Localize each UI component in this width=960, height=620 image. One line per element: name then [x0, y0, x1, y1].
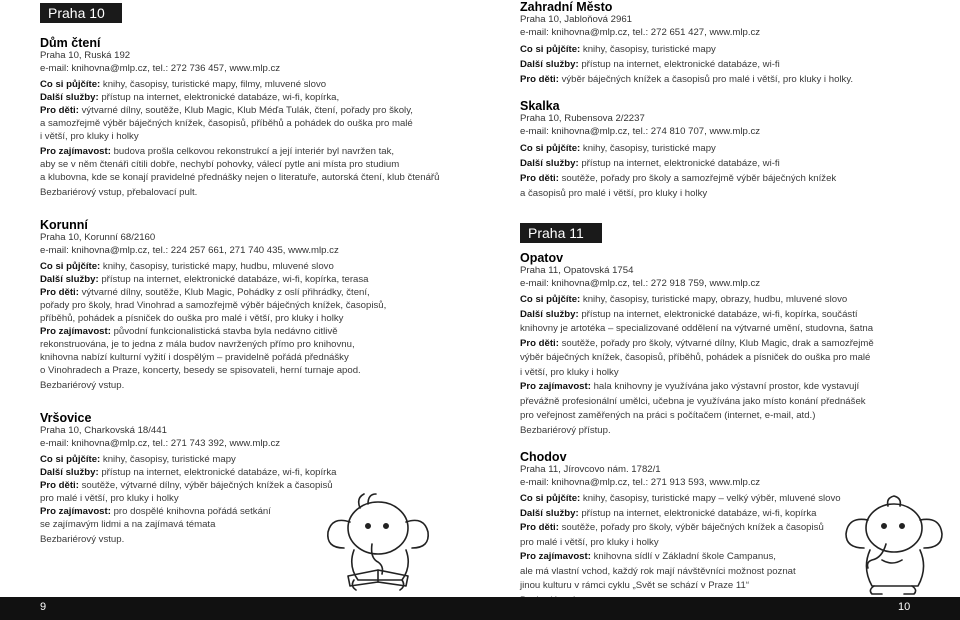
- detail-text: pro malé i větší, pro kluky i holky: [520, 536, 659, 548]
- page-number-right: 10: [898, 601, 911, 613]
- detail-line: [520, 424, 920, 439]
- detail-label: Pro děti:: [520, 74, 559, 85]
- detail-line: [40, 130, 440, 143]
- detail-label: Pro děti:: [520, 522, 559, 533]
- detail-line: [520, 322, 920, 337]
- district-header-praha-10: Praha 10: [40, 3, 122, 23]
- detail-text: se zajímavým lidmi a na zajímavá témata: [40, 519, 216, 530]
- library-entry: [40, 36, 440, 199]
- library-name: Opatov: [520, 251, 564, 265]
- detail-line: [520, 141, 920, 156]
- detail-text: Bezbariérový vstup.: [40, 534, 125, 545]
- detail-text: výběr báječných knížek a časopisů pro malé i větší, pro kluky i holky.: [558, 74, 854, 85]
- detail-line: [40, 466, 440, 479]
- detail-label: Pro děti:: [40, 105, 79, 116]
- detail-text: ale má vlastní vchod, každý rok mají návštěvníci možnost poznat: [520, 565, 796, 577]
- detail-text: pořady pro školy, hrad Vinohrad a samozřejmě výběr báječných knížek, časopisů,: [40, 300, 387, 311]
- elephant-reading-illustration: [320, 488, 445, 596]
- detail-line: [520, 351, 920, 366]
- detail-text: výtvarné dílny, soutěže, Klub Magic, Klub Méďa Tulák, čtení, pořady pro školy,: [78, 105, 413, 116]
- detail-line: [40, 171, 440, 184]
- detail-text: knihy, časopisy, turistické mapy, hudbu, mluvené slovo: [100, 261, 334, 272]
- detail-line: [40, 186, 440, 199]
- detail-line: [40, 145, 440, 158]
- detail-label: Další služby:: [520, 507, 579, 519]
- detail-text: pro malé i větší, pro kluky i holky: [40, 493, 179, 504]
- detail-line: [40, 325, 440, 338]
- elephant-sitting-illustration: [832, 490, 952, 596]
- library-contact: e-mail: knihovna@mlp.cz, tel.: 272 736 457, www.mlp.cz: [40, 62, 281, 74]
- detail-line: [40, 78, 440, 91]
- detail-label: Další služby:: [520, 308, 579, 320]
- detail-text: soutěže, pořady pro školy, výtvarné dílny, Klub Magic, drak a samozřejmě: [558, 337, 874, 349]
- library-address: Praha 10, Rubensova 2/2237: [520, 113, 645, 124]
- detail-text: pro veřejnost zaměřených na práci s počítačem (internet, e-mail, atd.): [520, 410, 816, 421]
- detail-line: [520, 337, 920, 352]
- detail-line: [40, 351, 440, 364]
- detail-text: přístup na internet, elektronické databáze, wi-fi: [578, 158, 780, 169]
- detail-text: příběhů, pohádek a písniček do ouška pro malé i větší, pro kluky i holky: [40, 313, 344, 324]
- detail-text: přístup na internet, elektronické databáze, wi-fi, kopírka, terasa: [98, 274, 369, 285]
- detail-text: knihovna sídlí v Základní škole Campanus,: [590, 551, 776, 562]
- library-details: [40, 260, 440, 392]
- detail-label: Další služby:: [520, 59, 579, 70]
- detail-text: soutěže, pořady pro školy, výběr báječných knížek a časopisů: [558, 522, 824, 533]
- detail-line: [40, 312, 440, 325]
- detail-text: přístup na internet, elektronické databáze, wi-fi, kopírka, součástí: [578, 308, 858, 320]
- library-details: [40, 78, 440, 199]
- detail-text: a časopisů pro malé i větší, pro kluky i holky: [520, 188, 708, 199]
- library-name: Chodov: [520, 450, 567, 464]
- library-name: Korunní: [40, 218, 88, 232]
- detail-text: přístup na internet, elektronické databáze, wi-fi, kopírka: [98, 467, 337, 478]
- library-details: [520, 293, 920, 438]
- detail-line: [40, 364, 440, 377]
- library-entry: [520, 251, 920, 438]
- library-entry: [520, 99, 920, 201]
- detail-line: [520, 57, 920, 72]
- detail-text: knihy, časopisy, turistické mapy, obrazy, hudbu, mluvené slovo: [580, 294, 848, 305]
- detail-text: a klubovna, kde se konají pravidelné přednášky nejen o literatuře, autorská čtení, klub čtenářů: [40, 172, 440, 183]
- detail-label: Pro děti:: [520, 337, 559, 349]
- detail-label: Pro zajímavost:: [40, 326, 111, 337]
- detail-label: Pro děti:: [40, 287, 79, 298]
- detail-label: Pro zajímavost:: [40, 146, 111, 157]
- detail-label: Co si půjčíte:: [520, 493, 581, 504]
- detail-text: převážně profesionální umělci, učebna je využívána jako místo konání přednášek: [520, 395, 866, 407]
- detail-line: [40, 158, 440, 171]
- detail-text: o Vinohradech a Praze, koncerty, besedy se spisovateli, herní turnaje apod.: [40, 365, 361, 376]
- library-details: [520, 141, 920, 201]
- detail-label: Co si půjčíte:: [520, 143, 581, 154]
- detail-label: Pro zajímavost:: [520, 381, 591, 392]
- library-address: Praha 10, Ruská 192: [40, 50, 131, 61]
- page-number-left: 9: [40, 601, 47, 613]
- detail-text: knihy, časopisy, turistické mapy: [580, 44, 716, 55]
- detail-label: Pro zajímavost:: [40, 506, 111, 517]
- detail-label: Pro děti:: [40, 480, 79, 491]
- library-name: Dům čtení: [40, 36, 101, 50]
- detail-text: přístup na internet, elektronické databáze, wi-fi, kopírka: [578, 507, 817, 519]
- detail-text: přístup na internet, elektronické databáze, wi-fi: [578, 59, 780, 70]
- detail-text: rekonstruována, je to jedna z mála budov navržených přímo pro knihovnu,: [40, 339, 355, 350]
- detail-text: pro dospělé knihovna pořádá setkání: [110, 506, 271, 517]
- detail-line: [40, 299, 440, 312]
- library-contact: e-mail: knihovna@mlp.cz, tel.: 224 257 661, 271 740 435, www.mlp.cz: [40, 244, 339, 256]
- detail-label: Pro zajímavost:: [520, 551, 591, 562]
- detail-line: [520, 42, 920, 57]
- detail-line: [520, 156, 920, 171]
- detail-text: výběr báječných knížek, časopisů, příběhů, pohádek a písniček do ouška pro malé: [520, 352, 871, 363]
- detail-text: hala knihovny je využívána jako výstavní prostor, kde vystavují: [590, 381, 860, 392]
- library-entry: [40, 218, 440, 392]
- detail-label: Další služby:: [40, 274, 99, 285]
- library-name: Vršovice: [40, 411, 92, 425]
- library-address: Praha 10, Korunní 68/2160: [40, 232, 156, 243]
- detail-label: Co si půjčíte:: [40, 261, 101, 272]
- detail-text: soutěže, pořady pro školy a samozřejmě výběr báječných knížek: [558, 173, 837, 184]
- library-contact: e-mail: knihovna@mlp.cz, tel.: 272 918 759, www.mlp.cz: [520, 277, 761, 289]
- library-name: Zahradní Město: [520, 0, 613, 14]
- detail-text: výtvarné dílny, soutěže, Klub Magic, Pohádky z oslí přihrádky, čtení,: [78, 287, 370, 298]
- detail-label: Další služby:: [40, 467, 99, 478]
- detail-label: Co si půjčíte:: [40, 79, 101, 90]
- detail-label: Další služby:: [40, 92, 99, 103]
- detail-label: Co si půjčíte:: [40, 454, 101, 465]
- detail-text: knihy, časopisy, turistické mapy: [580, 143, 716, 154]
- library-contact: e-mail: knihovna@mlp.cz, tel.: 274 810 707, www.mlp.cz: [520, 125, 761, 137]
- detail-line: [40, 379, 440, 392]
- detail-text: přístup na internet, elektronické databáze, wi-fi, kopírka,: [98, 92, 340, 103]
- library-name: Skalka: [520, 99, 560, 113]
- detail-label: Pro děti:: [520, 173, 559, 184]
- library-entry: [520, 0, 920, 87]
- library-details: [520, 42, 920, 87]
- detail-text: původní funkcionalistická stavba byla nedávno citlivě: [110, 326, 338, 337]
- detail-text: knihy, časopisy, turistické mapy – velký výběr, mluvené slovo: [580, 493, 841, 504]
- detail-line: [520, 308, 920, 323]
- detail-text: knihy, časopisy, turistické mapy: [100, 454, 236, 465]
- library-contact: e-mail: knihovna@mlp.cz, tel.: 271 913 593, www.mlp.cz: [520, 476, 761, 488]
- library-address: Praha 11, Jírovcovo nám. 1782/1: [520, 464, 661, 475]
- detail-text: i větší, pro kluky i holky: [40, 131, 139, 142]
- detail-text: knihovny je artotéka – specializované oddělení na výtvarné umění, studovna, šatna: [520, 323, 874, 334]
- detail-line: [520, 186, 920, 201]
- library-address: Praha 10, Charkovská 18/441: [40, 425, 167, 436]
- detail-line: [520, 171, 920, 186]
- detail-text: Bezbariérový vstup, přebalovací pult.: [40, 187, 198, 198]
- library-address: Praha 11, Opatovská 1754: [520, 265, 634, 276]
- detail-text: aby se v něm čtenáři cítili dobře, nechybí pohovky, válecí pytle ani místa pro studium: [40, 159, 400, 170]
- detail-line: [520, 409, 920, 424]
- detail-text: soutěže, výtvarné dílny, výběr báječných knížek a časopisů: [78, 480, 333, 491]
- detail-line: [40, 104, 440, 117]
- detail-text: a samozřejmě výběr báječných knížek, časopisů, příběhů a pohádek do ouška pro malé: [40, 118, 413, 129]
- detail-line: [520, 72, 920, 87]
- detail-text: jinou kulturu v rámci cyklu „Svět se schází v Praze 11“: [520, 580, 750, 591]
- library-contact: e-mail: knihovna@mlp.cz, tel.: 271 743 392, www.mlp.cz: [40, 437, 281, 449]
- detail-text: Bezbariérový přístup.: [520, 424, 611, 436]
- detail-line: [40, 286, 440, 299]
- detail-line: [40, 338, 440, 351]
- detail-label: Co si půjčíte:: [520, 44, 581, 55]
- detail-line: [520, 380, 920, 395]
- detail-line: [520, 293, 920, 308]
- page-footer-bar: [0, 597, 960, 620]
- detail-line: [520, 395, 920, 410]
- detail-text: knihovna nabízí kulturní vyžití i dospělým – pravidelně pořádá přednášky: [40, 352, 349, 363]
- detail-text: i větší, pro kluky i holky: [520, 366, 619, 378]
- detail-line: [40, 91, 440, 104]
- detail-line: [40, 273, 440, 286]
- left-column: [40, 0, 440, 546]
- detail-label: Co si půjčíte:: [520, 294, 581, 305]
- library-contact: e-mail: knihovna@mlp.cz, tel.: 272 651 427, www.mlp.cz: [520, 26, 761, 38]
- detail-line: [520, 366, 920, 381]
- detail-text: knihy, časopisy, turistické mapy, filmy, mluvené slovo: [100, 79, 327, 90]
- detail-text: budova prošla celkovou rekonstrukcí a její interiér byl navržen tak,: [110, 146, 395, 157]
- detail-label: Další služby:: [520, 158, 579, 169]
- detail-line: [40, 453, 440, 466]
- district-header-praha-11: Praha 11: [520, 223, 602, 243]
- library-address: Praha 10, Jabloňová 2961: [520, 14, 633, 25]
- detail-text: Bezbariérový vstup.: [40, 380, 125, 391]
- detail-line: [40, 117, 440, 130]
- detail-line: [40, 260, 440, 273]
